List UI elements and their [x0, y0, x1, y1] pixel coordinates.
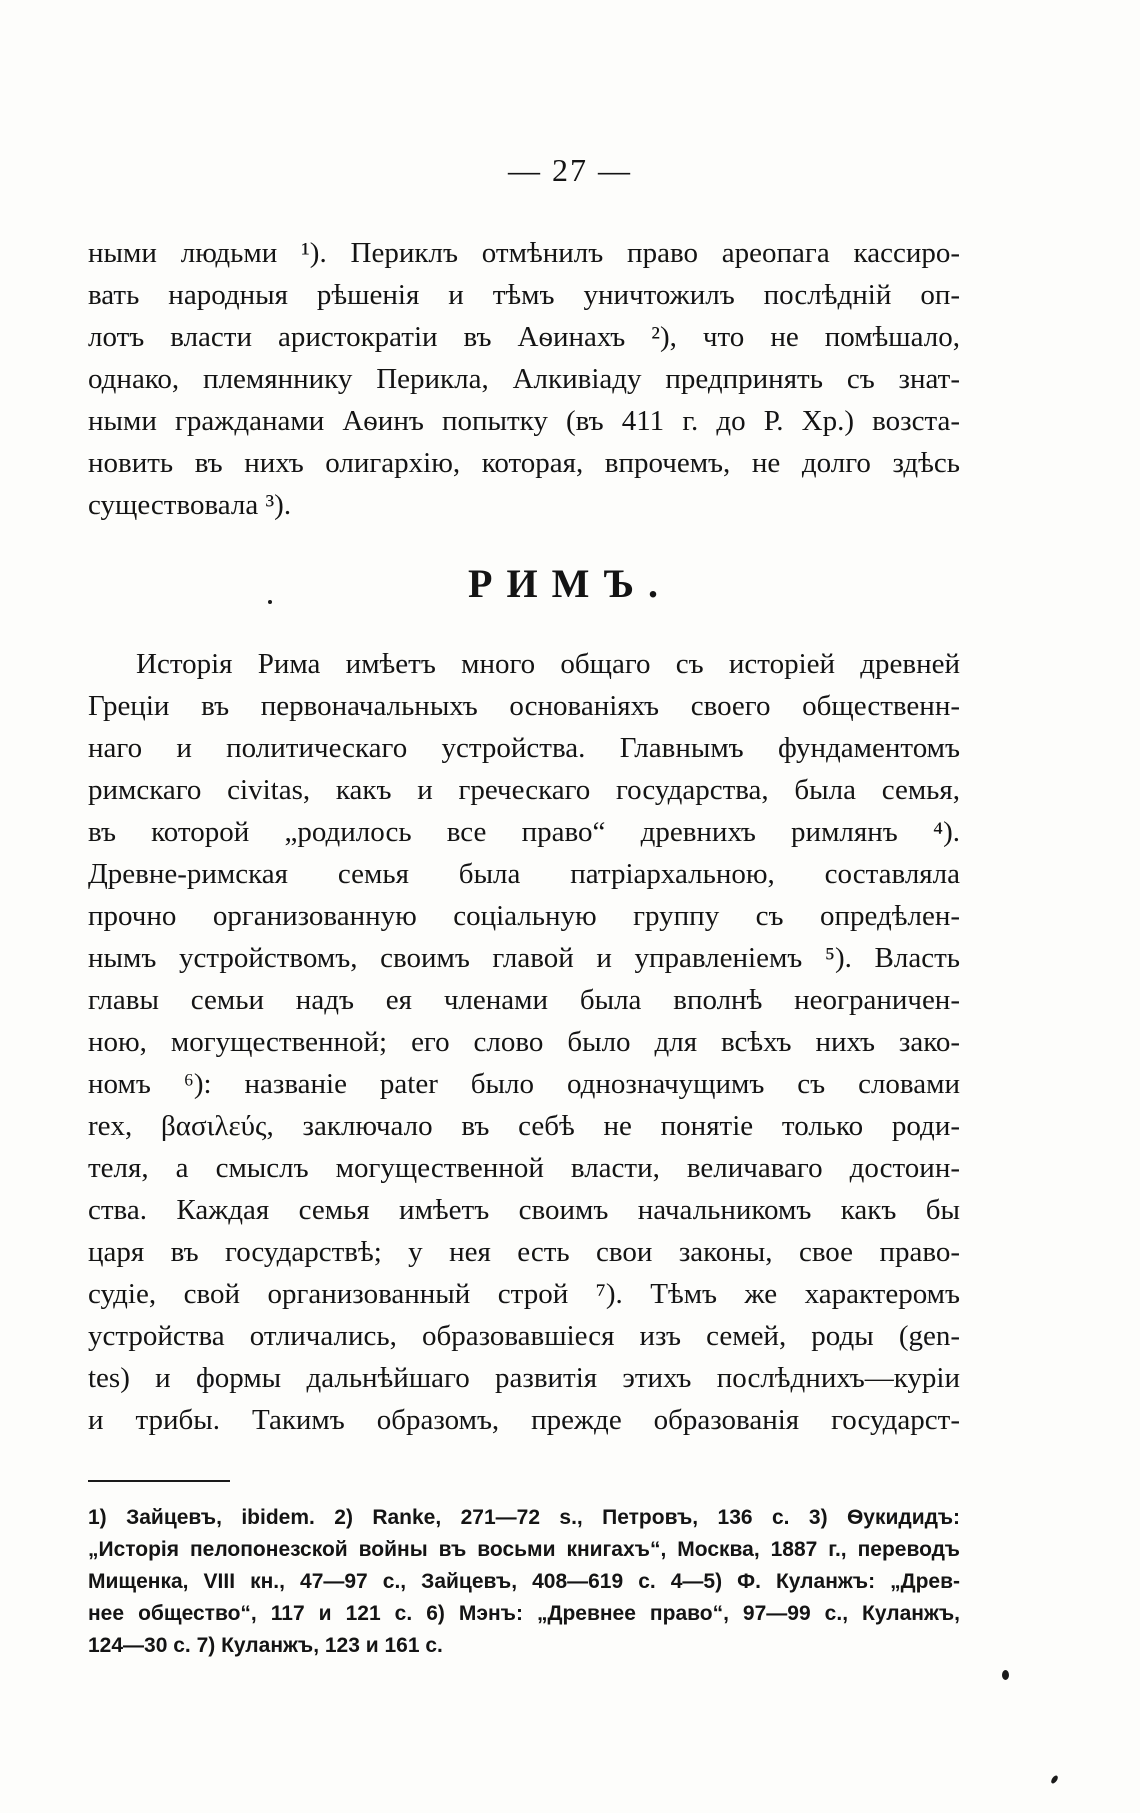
text-line: ными людьми ¹). Периклъ отмѣнилъ право ареопага кассиро- — [88, 237, 960, 269]
text-line: римскаго civitas, какъ и греческаго государства, была семья, — [88, 774, 960, 806]
ink-speck — [268, 600, 272, 604]
text-line: ными гражданами Аѳинъ попытку (въ 411 г. до Р. Хр.) возста- — [88, 405, 960, 437]
footnote-line: нее общество“, 117 и 121 с. 6) Мэнъ: „Древнее право“, 97—99 с., Куланжъ, — [88, 1602, 960, 1625]
footnote-line: Мищенка, VIII кн., 47—97 с., Зайцевъ, 408—619 с. 4—5) Ф. Куланжъ: „Древ- — [88, 1570, 960, 1593]
footnotes — [88, 1502, 960, 1662]
text-line: главы семьи надъ ея членами была вполнѣ неограничен- — [88, 984, 960, 1016]
text-line: и трибы. Такимъ образомъ, прежде образованія государст- — [88, 1404, 960, 1436]
text-line: однако, племяннику Перикла, Алкивіаду предпринять съ знат- — [88, 363, 960, 395]
text-line: ства. Каждая семья имѣетъ своимъ начальникомъ какъ бы — [88, 1194, 960, 1226]
text-line: rex, βασιλεύς, заключало въ себѣ не понятіе только роди- — [88, 1110, 960, 1142]
text-line: судіе, свой организованный строй ⁷). Тѣмъ же характеромъ — [88, 1278, 960, 1310]
text-line: Древне-римская семья была патріархальною, составляла — [88, 858, 960, 890]
main-paragraph — [88, 643, 960, 1441]
text-line: Исторія Рима имѣетъ много общаго съ исторіей древней — [136, 648, 960, 680]
text-line: устройства отличались, образовавшіеся изъ семей, роды (gen- — [88, 1320, 960, 1352]
text-line: нымъ устройствомъ, своимъ главой и управленіемъ ⁵). Власть — [88, 942, 960, 974]
text-line: царя въ государствѣ; у нея есть свои законы, свое право- — [88, 1236, 960, 1268]
text-line: ною, могущественной; его слово было для всѣхъ нихъ зако- — [88, 1026, 960, 1058]
ink-speck — [1002, 1670, 1009, 1680]
text-line: въ которой „родилось все право“ древнихъ римлянъ ⁴). — [88, 816, 960, 848]
text-line: лотъ власти аристократіи въ Аѳинахъ ²), что не помѣшало, — [88, 321, 960, 353]
section-heading: РИМЪ. — [468, 561, 672, 606]
intro-paragraph — [88, 232, 960, 526]
ink-speck — [1050, 1774, 1059, 1784]
page-number: — 27 — — [508, 152, 632, 188]
text-line: новить въ нихъ олигархію, которая, впрочемъ, не долго здѣсь — [88, 447, 960, 479]
text-line: вать народныя рѣшенія и тѣмъ уничтожилъ послѣдній оп- — [88, 279, 960, 311]
footnote-line: 124—30 с. 7) Куланжъ, 123 и 161 с. — [88, 1634, 443, 1657]
text-line: tes) и формы дальнѣйшаго развитія этихъ послѣднихъ—куріи — [88, 1362, 960, 1394]
text-line: теля, а смыслъ могущественной власти, величаваго достоин- — [88, 1152, 960, 1184]
text-line: наго и политическаго устройства. Главнымъ фундаментомъ — [88, 732, 960, 764]
footnote-line: „Исторія пелопонезской войны въ восьми книгахъ“, Москва, 1887 г., переводъ — [88, 1538, 960, 1561]
footnote-divider — [88, 1480, 230, 1482]
footnote-line: 1) Зайцевъ, ibidem. 2) Ranke, 271—72 s., Петровъ, 136 с. 3) Ѳукидидъ: — [88, 1506, 960, 1529]
text-line: Греціи въ первоначальныхъ основаніяхъ своего общественн- — [88, 690, 960, 722]
text-line: номъ ⁶): названіе pater было однозначущимъ съ словами — [88, 1068, 960, 1100]
text-line: прочно организованную соціальную группу съ опредѣлен- — [88, 900, 960, 932]
text-line: существовала ³). — [88, 489, 292, 521]
